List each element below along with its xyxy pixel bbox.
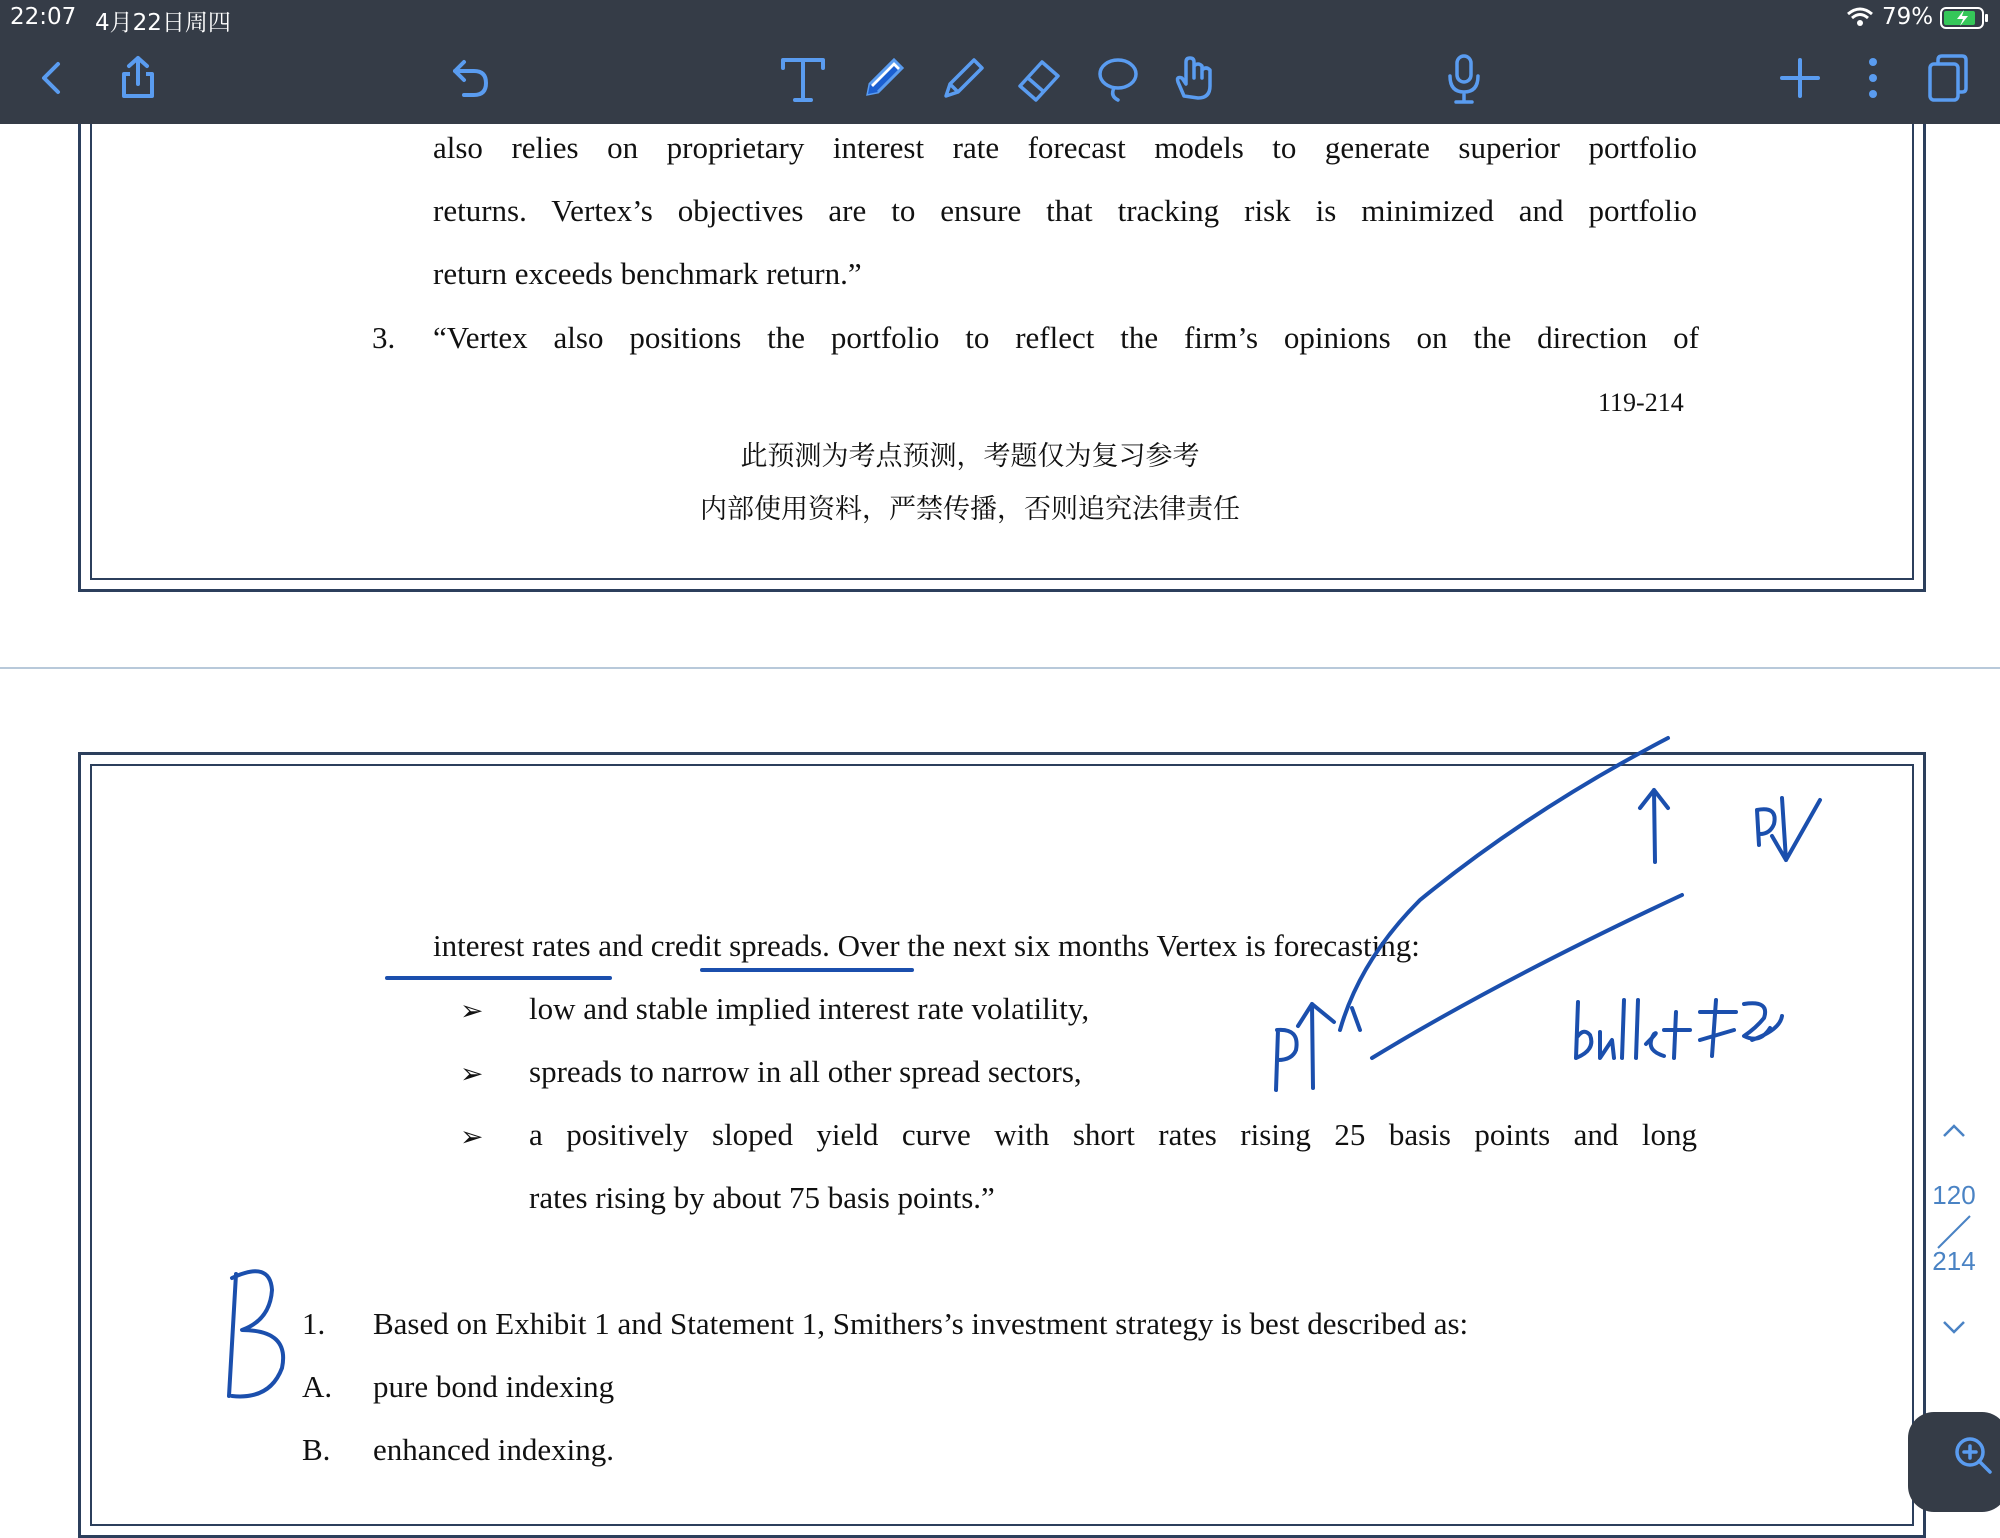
question-text: Based on Exhibit 1 and Statement 1, Smithers’s investment strategy is best described as: <box>373 1306 1469 1341</box>
pages-icon[interactable] <box>1918 48 1978 108</box>
battery-icon <box>1940 7 1990 29</box>
back-icon[interactable] <box>22 48 82 108</box>
current-page-number: 120 <box>1932 1180 1976 1210</box>
underlined-text: credit spreads. <box>650 928 830 963</box>
text-run: Over the next six months Vertex is forecasting: <box>829 928 1420 963</box>
bullet-item: low and stable implied interest rate volatility, <box>529 991 1090 1026</box>
list-item-text: “Vertex also positions the portfolio to reflect the firm’s opinions on the direction of <box>433 320 1699 355</box>
total-pages-number: 214 <box>1932 1246 1976 1276</box>
text-tool-icon[interactable] <box>773 48 833 108</box>
highlighter-icon[interactable] <box>932 48 992 108</box>
option-letter: A. <box>302 1369 333 1404</box>
paragraph-line: also relies on proprietary interest rate forecast models to generate superior portfolio <box>433 130 1697 165</box>
status-date: 4月22日周四 <box>95 10 231 36</box>
page-separator <box>1936 1214 1972 1250</box>
bullet-item: spreads to narrow in all other spread sectors, <box>529 1054 1082 1089</box>
paragraph-line: returns. Vertex’s objectives are to ensure that tracking risk is minimized and portfolio <box>433 193 1697 228</box>
list-number: 3. <box>372 320 396 355</box>
status-time: 22:07 <box>10 4 77 30</box>
bullet-item-continued: rates rising by about 75 basis points.” <box>529 1180 995 1215</box>
wifi-icon <box>1846 6 1874 28</box>
paragraph-line <box>433 928 1420 964</box>
add-icon[interactable] <box>1770 48 1830 108</box>
option-b: enhanced indexing. <box>373 1432 615 1467</box>
toolbar <box>0 0 2000 124</box>
text-run: interest rates and <box>433 928 651 963</box>
paragraph-line: return exceeds benchmark return.” <box>433 256 862 291</box>
page-indicator <box>1920 1100 1988 1340</box>
microphone-icon[interactable] <box>1434 48 1494 108</box>
arrow-bullet-icon: ➢ <box>460 1120 484 1153</box>
question-number: 1. <box>302 1306 326 1341</box>
bullet-item: a positively sloped yield curve with short rates rising 25 basis points and long <box>529 1117 1697 1152</box>
share-icon[interactable] <box>108 48 168 108</box>
battery-percent: 79% <box>1882 4 1934 30</box>
undo-icon[interactable] <box>440 48 500 108</box>
watermark-notice: 此预测为考点预测，考题仅为复习参考 <box>740 441 1200 472</box>
arrow-bullet-icon: ➢ <box>460 994 484 1027</box>
eraser-icon[interactable] <box>1008 48 1068 108</box>
zoom-in-icon <box>1950 1432 1998 1480</box>
option-a: pure bond indexing <box>373 1369 615 1404</box>
lasso-icon[interactable] <box>1088 48 1148 108</box>
watermark-notice: 内部使用资料，严禁传播，否则追究法律责任 <box>700 494 1240 525</box>
page-number: 119-214 <box>1598 388 1684 417</box>
chevron-up-icon[interactable] <box>1940 1120 1968 1140</box>
pen-icon[interactable] <box>854 48 914 108</box>
zoom-button[interactable] <box>1908 1412 2000 1512</box>
page-divider <box>0 667 2000 669</box>
more-icon[interactable] <box>1843 48 1903 108</box>
chevron-down-icon[interactable] <box>1940 1318 1968 1338</box>
option-letter: B. <box>302 1432 331 1467</box>
arrow-bullet-icon: ➢ <box>460 1057 484 1090</box>
hand-icon[interactable] <box>1164 48 1224 108</box>
